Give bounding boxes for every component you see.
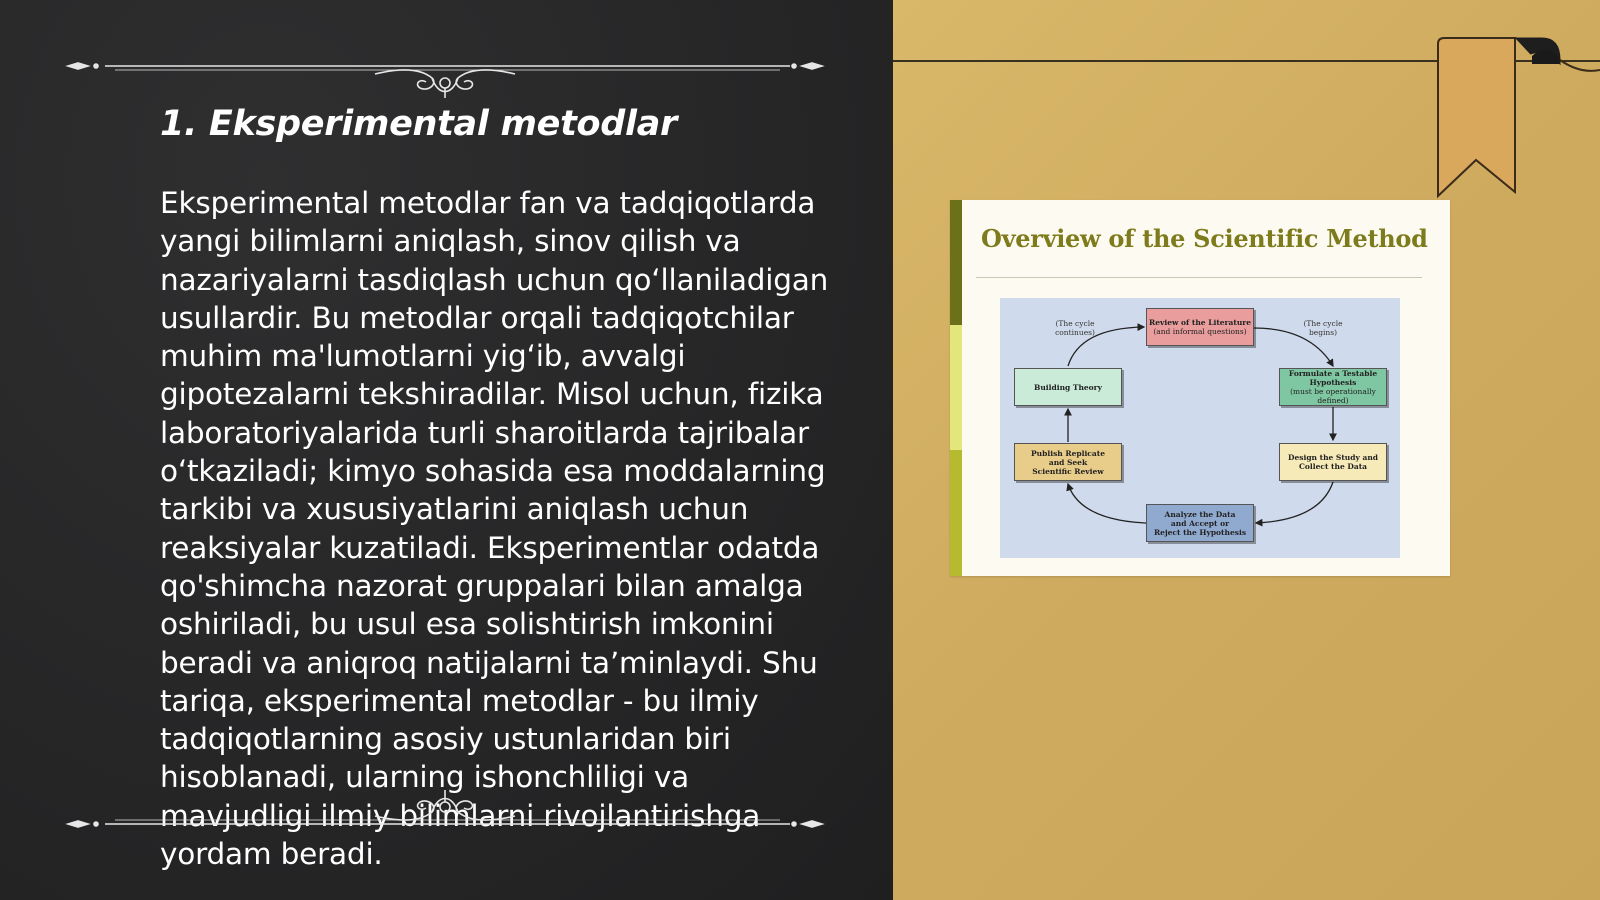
node-building-theory: Building Theory: [1014, 368, 1122, 406]
bookmark-icon: [1430, 34, 1600, 204]
image-title: Overview of the Scientific Method: [981, 224, 1428, 253]
cycle-note-right: (The cycle begins): [1303, 319, 1343, 337]
node-analyze-data: Analyze the Data and Accept or Reject the Hypothesis: [1146, 504, 1254, 542]
node-formulate-hypothesis: Formulate a Testable Hypothesis (must be operationally defined): [1279, 368, 1387, 406]
title-rule: [976, 277, 1422, 278]
body-paragraph: Eksperimental metodlar fan va tadqiqotlarda yangi bilimlarni aniqlash, sinov qilish va nazariyalarni tasdiqlash uchun qo‘llaniladigan usullardir. Bu metodlar orqali tadqiqotchilar muhim ma'lumotlarni yig‘ib, avvalgi gipotezalarni tekshiradilar. Misol uchun, fizika laboratoriyalarida turli sharoitlarda tajribalar o‘tkaziladi; kimyo sohasida esa moddalarning tarkibi va xususiyatlarini aniqlash uchun reaksiyalar kuzatiladi. Eksperimentlar odatda qo'shimcha nazorat gruppalari bilan amalga oshiriladi, bu usul esa solishtirish imkonini beradi va aniqroq natijalarni ta’minlaydi. Shu tariqa, eksperimental metodlar - bu ilmiy tadqiqotlarning asosiy ustunlaridan biri hisoblanadi, ularning ishonchliligi va mavjudligi ilmiy bilimlarni rivojlantirishga yordam beradi.: [160, 186, 829, 872]
bottom-ornament: [60, 782, 830, 842]
accent-bar: [950, 200, 962, 576]
cycle-note-left: (The cycle continues): [1055, 319, 1095, 337]
top-ornament: [60, 38, 830, 98]
cycle-diagram: [1000, 298, 1400, 558]
node-publish-replicate: Publish Replicate and Seek Scientific Review: [1014, 443, 1122, 481]
node-review-literature: Review of the Literature (and informal questions): [1146, 308, 1254, 346]
slide-title: 1. Eksperimental metodlar: [160, 104, 677, 144]
node-design-study: Design the Study and Collect the Data: [1279, 443, 1387, 481]
scientific-method-image: [950, 200, 1450, 576]
